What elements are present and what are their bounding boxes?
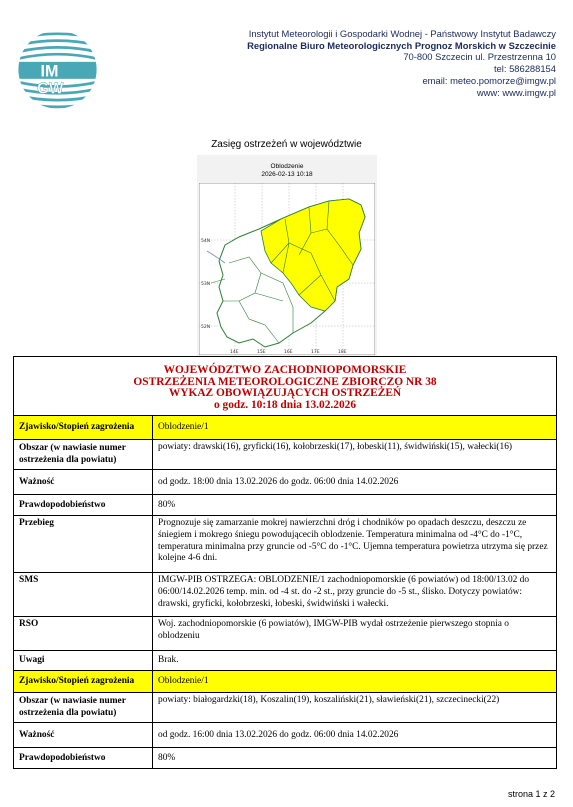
table-row	[14, 651, 557, 671]
row-value: IMGW-PIB OSTRZEGA: OBLODZENIE/1 zachodniopomorskie (6 powiatów) od 18:00/13.02 do 06:00/14.02.2026 temp. min. od -4 st. do -2 st., przy gruncie do -5 st., ślisko. Dotyczy powiatów: drawski, gryficki, kołobrzeski, łobeski, świdwiński i wałecki.	[153, 573, 557, 617]
row-value: Oblodzenie/1	[153, 671, 557, 693]
table-row	[14, 416, 557, 440]
table-row	[14, 671, 557, 693]
email-link[interactable]: email: meteo.pomorze@imgw.pl	[422, 74, 556, 86]
title-list: WYKAZ OBOWIĄZUJĄCYCH OSTRZEŻEŃ	[168, 387, 402, 400]
table-row	[14, 723, 557, 748]
organization-info	[247, 28, 556, 98]
row-value: Brak.	[153, 651, 557, 671]
warning-map	[199, 183, 375, 355]
row-value: Woj. zachodniopomorskie (6 powiatów), IMGW-PIB wydał ostrzeżenie pierwszego stopnia o oblodzeniu	[153, 617, 557, 651]
warnings-table	[13, 356, 557, 769]
row-label: Obszar (w nawiasie numer ostrzeżenia dla powiatu)	[14, 440, 153, 470]
map-tick-x-18: 18E	[338, 350, 347, 355]
map-title: Zasięg ostrzeżeń w województwie	[211, 139, 362, 150]
institute-name: Instytut Meteorologii i Gospodarki Wodnej - Państwowy Instytut Badawczy	[248, 28, 556, 39]
row-value: powiaty: białogardzki(18), Koszalin(19), koszaliński(21), sławieński(21), szczecinecki(22)	[153, 693, 557, 723]
row-value: od godz. 18:00 dnia 13.02.2026 do godz. 06:00 dnia 14.02.2026	[153, 470, 557, 495]
row-label: Uwagi	[14, 651, 153, 671]
map-tick-y-52: 52N	[201, 325, 211, 330]
row-label: SMS	[14, 573, 153, 617]
row-label: RSO	[14, 617, 153, 651]
table-row	[14, 693, 557, 723]
title-voivodeship: WOJEWÓDZTWO ZACHODNIOPOMORSKIE	[163, 364, 407, 376]
row-value: Prognozuje się zamarzanie mokrej nawierzchni dróg i chodników po opadach deszczu, deszczu ze śniegiem i mokrego śniegu powodującecih oblodzenie. Temperatura minimalna od -4°C do -1°C, temperatura minimalna przy gruncie od -5°C do -1°C. Ujemna temperatura powietrza utrzyma się przez kolejne 4-6 dni.	[153, 516, 557, 573]
table-row	[14, 516, 557, 573]
row-label: Ważność	[14, 723, 153, 748]
row-label: Obszar (w nawiasie numer ostrzeżenia dla powiatu)	[14, 693, 153, 723]
row-label: Prawdopodobieństwo	[14, 495, 153, 516]
row-value: 80%	[153, 495, 557, 516]
logo-text-bottom: GW	[37, 80, 64, 98]
imgw-logo	[15, 27, 100, 112]
map-caption-phenomenon: Oblodzenie	[270, 163, 304, 170]
map-tick-x-16: 16E	[284, 350, 293, 355]
row-label: Przebieg	[14, 516, 153, 573]
logo-text-top: IM	[40, 62, 59, 81]
table-row	[14, 495, 557, 516]
table-row	[14, 470, 557, 495]
table-row	[14, 617, 557, 651]
row-value: 80%	[153, 748, 557, 769]
page-number: strona 1 z 2	[507, 789, 555, 799]
title-time: o godz. 10:18 dnia 13.02.2026	[213, 398, 357, 411]
map-tick-y-53: 53N	[201, 282, 211, 287]
row-value: powiaty: drawski(16), gryficki(16), kołobrzeski(17), łobeski(11), świdwiński(15), wałecki(16)	[153, 440, 557, 470]
title-bulletin: OSTRZEŻENIA METEOROLOGICZNE ZBIORCZO NR 38	[133, 375, 437, 388]
map-tick-x-17: 17E	[311, 350, 320, 355]
bureau-name: Regionalne Biuro Meteorologicznych Prognoz Morskich w Szczecinie	[247, 39, 556, 51]
phone: tel: 586288154	[493, 63, 556, 75]
row-label: Zjawisko/Stopień zagrożenia	[14, 416, 153, 440]
map-tick-x-15: 15E	[257, 350, 266, 355]
row-label: Ważność	[14, 470, 153, 495]
address: 70-800 Szczecin ul. Przestrzenna 10	[403, 51, 556, 63]
row-label: Prawdopodobieństwo	[14, 748, 153, 769]
document-title	[14, 357, 557, 416]
row-label: Zjawisko/Stopień zagrożenia	[14, 671, 153, 693]
website-link[interactable]: www: www.imgw.pl	[476, 86, 556, 98]
table-row	[14, 573, 557, 617]
row-value: od godz. 16:00 dnia 13.02.2026 do godz. 06:00 dnia 14.02.2026	[153, 723, 557, 748]
row-value: Oblodzenie/1	[153, 416, 557, 440]
table-row	[14, 440, 557, 470]
map-tick-y-54: 54N	[201, 239, 211, 244]
map-tick-x-14: 14E	[230, 350, 239, 355]
table-row	[14, 748, 557, 769]
map-caption-date: 2026-02-13 10:18	[261, 171, 313, 178]
